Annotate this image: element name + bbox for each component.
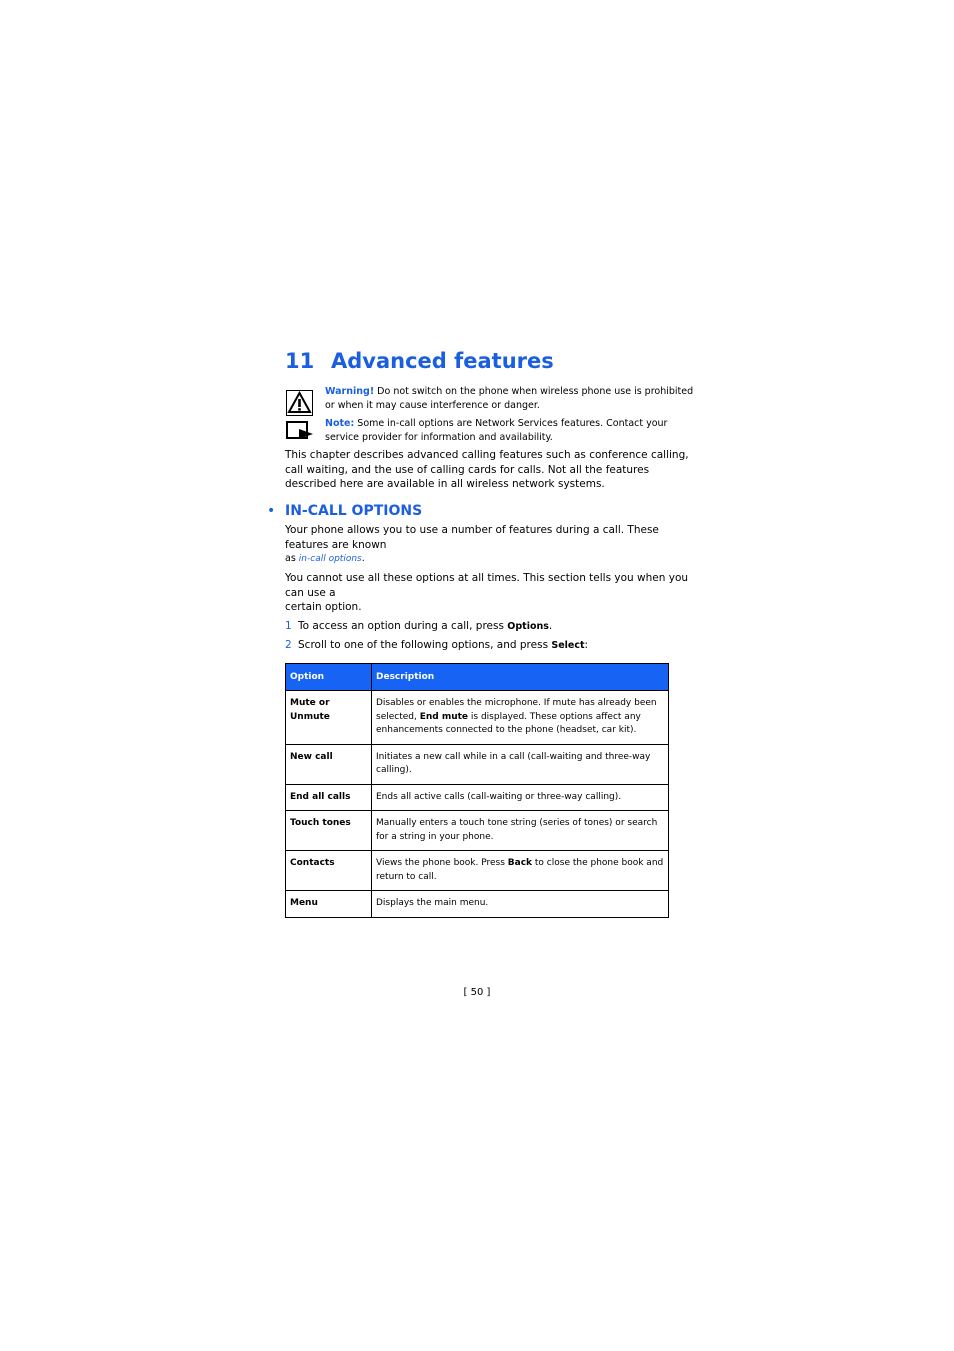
warning-label: Warning! <box>325 386 375 397</box>
step-number: 2 <box>285 639 292 651</box>
table-row <box>286 784 669 811</box>
desc-text: to close the phone book and return to call. <box>376 858 664 882</box>
step-1 <box>285 619 552 634</box>
table-row <box>286 691 669 745</box>
select-softkey-label: Select <box>551 640 585 651</box>
warning-body: Do not switch on the phone when wireless phone use is prohibited or when it may cause interference or danger. <box>325 386 694 411</box>
description-cell <box>372 784 669 811</box>
step-number: 1 <box>285 620 292 632</box>
para1-line2-pre: as <box>285 553 299 564</box>
section-paragraph-1 <box>285 523 700 567</box>
desc-text: Initiates a new call while in a call (call-waiting and three-way calling). <box>376 751 651 775</box>
desc-text: Views the phone book. Press <box>376 858 508 868</box>
table-row <box>286 851 669 891</box>
desc-bold: Back <box>507 858 533 868</box>
page-number: [ 50 ] <box>463 987 491 998</box>
desc-bold: End mute <box>419 711 469 722</box>
step-2 <box>285 638 588 653</box>
header-option: Option <box>286 664 372 691</box>
chapter-title <box>285 349 554 373</box>
desc-text: Disables or enables the microphone. If mute has already been selected, <box>376 698 657 722</box>
section-heading: IN-CALL OPTIONS <box>285 503 423 519</box>
description-cell <box>372 891 669 918</box>
section-paragraph-2 <box>285 571 700 615</box>
option-cell: Contacts <box>286 851 372 891</box>
chapter-number: 11 <box>285 349 315 373</box>
header-description: Description <box>372 664 669 691</box>
description-cell <box>372 744 669 784</box>
step-punct: . <box>548 620 553 632</box>
option-cell: Mute or Unmute <box>286 691 372 745</box>
desc-text: Ends all active calls (call-waiting or three-way calling). <box>376 791 622 802</box>
desc-text: Manually enters a touch tone string (series of tones) or search for a string in your phone. <box>376 818 658 842</box>
in-call-options-term: in-call options <box>298 554 362 564</box>
note-body: Some in-call options are Network Services features. Contact your service provider for information and availability. <box>325 418 668 443</box>
step-text: Scroll to one of the following options, and press <box>298 639 552 651</box>
option-cell: Menu <box>286 891 372 918</box>
options-table <box>285 663 669 918</box>
desc-text: Displays the main menu. <box>376 898 489 908</box>
description-cell <box>372 851 669 891</box>
description-cell <box>372 691 669 745</box>
para2-line2: certain option. <box>285 601 362 613</box>
intro-paragraph: This chapter describes advanced calling features such as conference calling, call waiting, and the use of calling cards for calls. Not all the features described here are available in all wireless network systems. <box>285 449 689 490</box>
para2-line1: You cannot use all these options at all times. This section tells you when you can use a <box>285 572 689 599</box>
description-cell <box>372 811 669 851</box>
note-icon <box>286 421 312 447</box>
table-row <box>286 891 669 918</box>
section-bullet: • <box>267 503 276 519</box>
note-text <box>325 417 700 445</box>
warning-text <box>325 385 700 413</box>
chapter-title-text: Advanced features <box>331 349 554 373</box>
para1-line1: Your phone allows you to use a number of features during a call. These features are known <box>285 524 659 551</box>
step-text: To access an option during a call, press <box>298 620 508 632</box>
note-label: Note: <box>325 418 355 429</box>
option-cell: New call <box>286 744 372 784</box>
step-punct: : <box>584 639 589 651</box>
table-row <box>286 744 669 784</box>
table-row <box>286 811 669 851</box>
table-header-row <box>286 664 669 691</box>
options-softkey-label: Options <box>507 621 549 632</box>
warning-icon <box>286 390 312 416</box>
para1-line2-post: . <box>361 553 365 564</box>
option-cell: End all calls <box>286 784 372 811</box>
desc-text: is displayed. These options affect any enhancements connected to the phone (headset, car kit). <box>376 711 641 735</box>
option-cell: Touch tones <box>286 811 372 851</box>
